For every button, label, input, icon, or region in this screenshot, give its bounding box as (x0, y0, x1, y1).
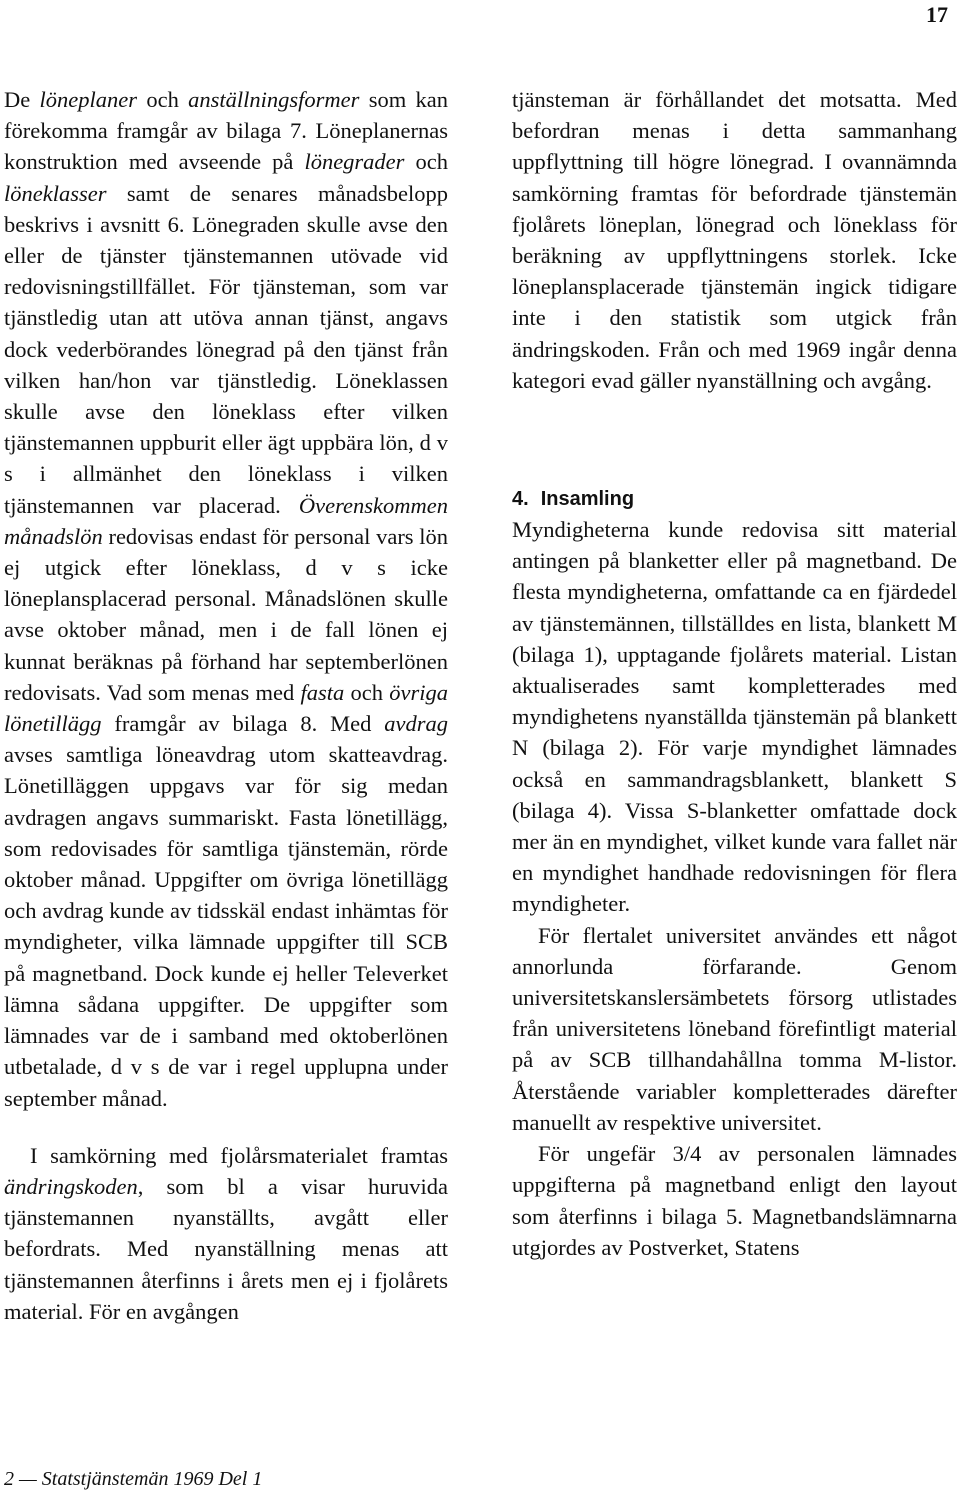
page-footer: 2 — Statstjänstemän 1969 Del 1 (4, 1468, 263, 1490)
left-paragraph-1: De löneplaner och anställningsformer som kan förekomma framgår av bilaga 7. Löneplanernas konstruktion med avseende på lönegrader och löneklasser samt de senares månadsbelopp beskrivs i avsnitt 6. Lönegraden skulle avse den eller de tjänster tjänstemannen utövade vid redovisningstillfället. För tjänsteman, som var tjänstledig utan att utöva annan tjänst, angavs dock vederbörandes lönegrad på den tjänst från vilken han/hon var tjänstledig. Löneklassen skulle avse den löneklass efter vilken tjänstemannen uppburit eller ägt uppbära lön, d v s i allmänhet den löneklass i vilken tjänstemannen var placerad. Överenskommen månadslön redovisas endast för personal vars lön ej utgick efter löneklass, d v s icke löneplansplacerad personal. Månadslönen skulle avse oktober månad, men i de fall lönen ej kunnat beräknas på förhand har septemberlönen redovisats. Vad som menas med fasta och övriga lönetillägg framgår av bilaga 8. Med avdrag avses samtliga löneavdrag utom skatteavdrag. Lönetilläggen uppgavs var för sig medan avdragen angavs summariskt. Fasta lönetillägg, som redovisades för samtliga tjänstemän, rörde oktober månad. Uppgifter om övriga lönetillägg och avdrag kunde av tidsskäl endast inhämtas för myndigheter, vilka lämnade uppgifter till SCB på magnetband. Dock kunde ej heller Televerket lämna sådana uppgifter. De uppgifter som lämnades var de i samband med oktoberlönen utbetalade, d v s de var i regel upplupna under september månad. (4, 87, 448, 1111)
right-paragraph-2: Myndigheterna kunde redovisa sitt material antingen på blanketter eller på magnetband. De flesta myndigheterna, omfattande ca en fjärdedel av tjänstemännen, tillställdes en lista, blankett M (bilaga 1), upptagande fjolårets material. Listan aktualiserades samt kompletterades med myndighetens nyanställda tjänstemän på blankett N (bilaga 2). För varje myndighet lämnades också en sammandragsblankett, blankett S (bilaga 4). Vissa S-blanketter omfattade dock mer än en myndighet, vilket kunde vara fallet när en myndighet handhade redovisningen för flera myndigheter. (512, 517, 957, 917)
right-paragraph-4: För ungefär 3/4 av personalen lämnades uppgifterna på magnetband enligt den layout som återfinns i bilaga 5. Magnetbandslämnarna utgjordes av Postverket, Statens (512, 1141, 957, 1260)
right-column (512, 84, 957, 1263)
right-paragraph-1: tjänsteman är förhållandet det motsatta. Med befordran menas i detta sammanhang uppflyttning till högre lönegrad. I ovannämnda samkörning framtas för befordrade tjänstemän fjolårets löneplan, lönegrad och löneklass för beräkning av uppflyttningens storlek. Icke löneplansplacerade tjänstemän ingick tidigare inte i den statistik som utgick från ändringskoden. Från och med 1969 ingår denna kategori evad gäller nyanställning och avgång. (512, 87, 957, 393)
section-number: 4. (512, 488, 529, 511)
left-column (4, 84, 448, 1327)
right-paragraph-3: För flertalet universitet användes ett något annorlunda förfarande. Genom universitetskanslersämbetets försorg utlistades från universitetens löneband förefintligt material på av SCB tillhandahållna tomma M-listor. Återstående variabler kompletterades därefter manuellt av respektive universitet. (512, 922, 957, 1135)
page-number: 17 (926, 2, 948, 27)
left-paragraph-2: I samkörning med fjolårsmaterialet framtas ändringskoden, som bl a visar huruvida tjänstemannen nyanställts, avgått eller befordrats. Med nyanställning menas att tjänstemannen återfinns i årets men ej i fjolårets material. För en avgången (4, 1142, 448, 1324)
section-title: Insamling (540, 488, 635, 511)
section-heading (512, 484, 957, 514)
